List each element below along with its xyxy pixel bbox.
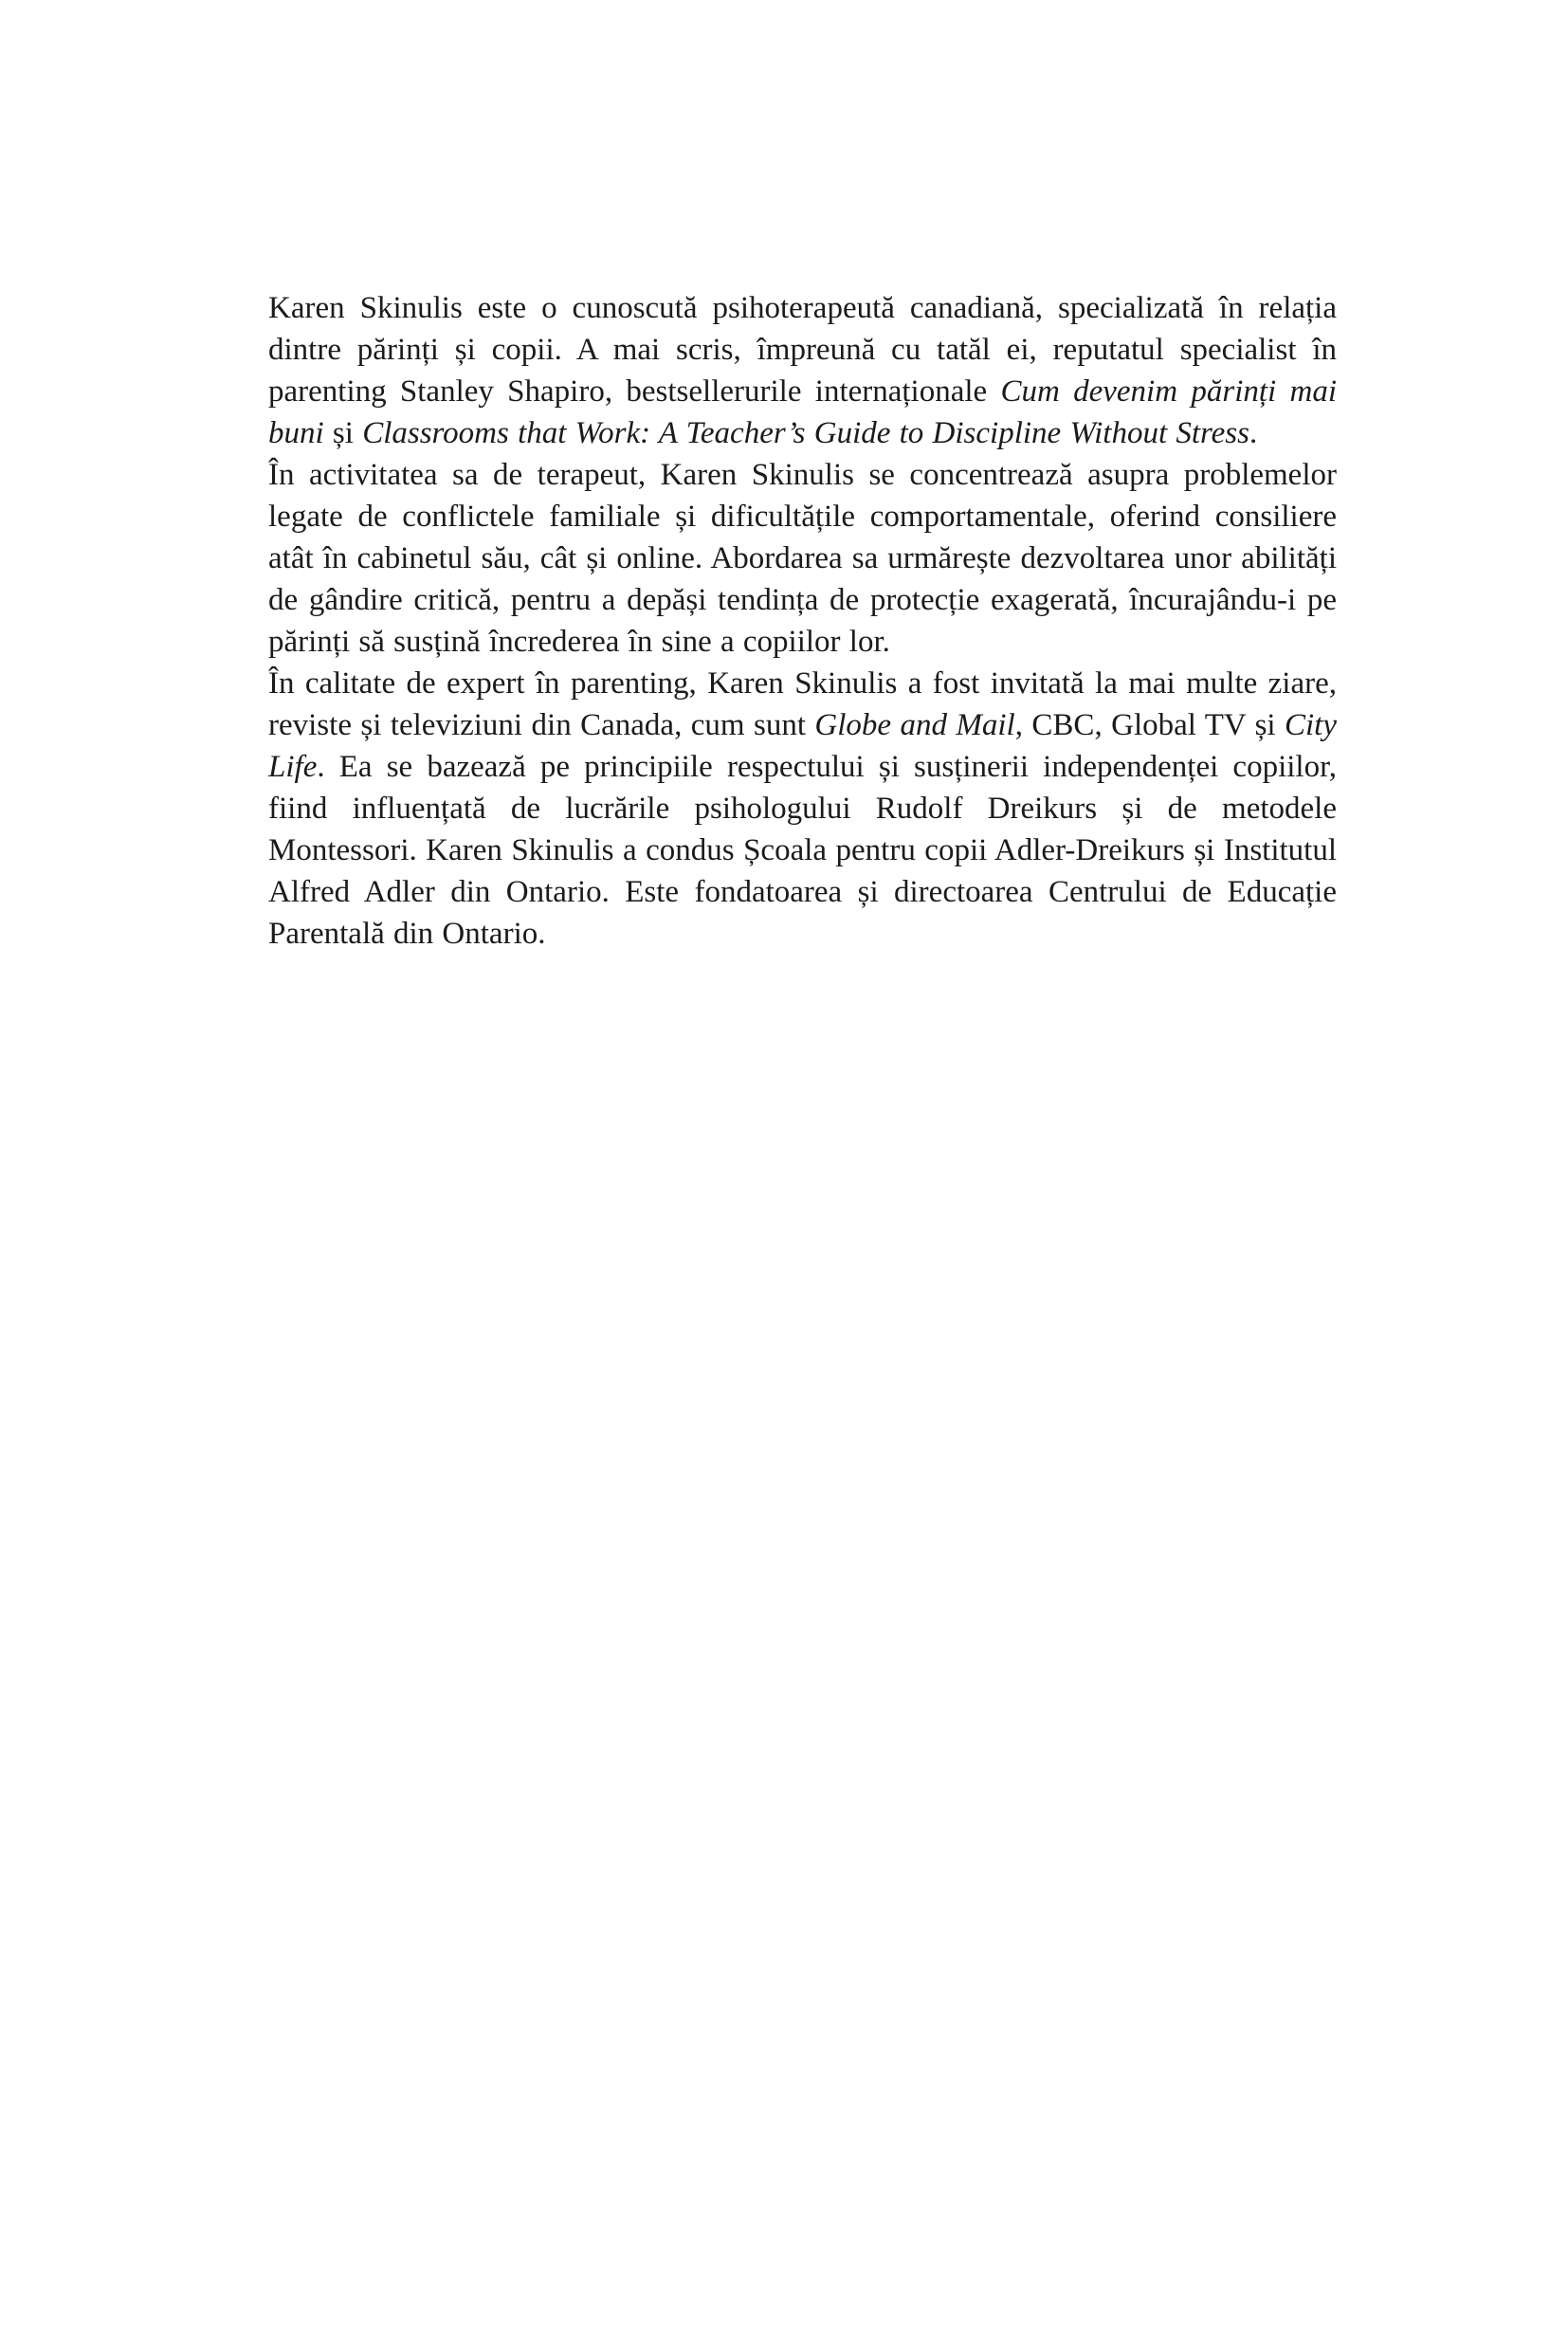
text-run: și — [323, 416, 363, 450]
author-bio-text-block — [268, 287, 1337, 955]
bio-paragraph — [268, 663, 1337, 955]
text-run: În calitate de expert în parenting, Karen Skinulis a fost invitată la mai multe ziare, reviste și televiziuni din Canada, cum sunt — [268, 666, 1337, 742]
text-run: . — [1249, 416, 1258, 450]
text-run: Karen Skinulis este o cunoscută psihoterapeută canadiană, specializată în relația dintre părinți și copii. A mai scris, împreună cu tatăl ei, reputatul specialist în parenting Stanley Shapiro, bestsellerurile internaționale — [268, 291, 1337, 409]
publication-title-italic: Cum devenim părinți mai buni — [268, 374, 1337, 450]
publication-title-italic: City Life — [268, 708, 1337, 784]
text-run: În activitatea sa de terapeut, Karen Skinulis se concentrează asupra problemelor legate de conflictele familiale și dificultățile comportamentale, oferind consiliere atât în cabinetul său, cât și online. Abordarea sa urmărește dezvoltarea unor abilități de gândire critică, pentru a depăși tendința de protecție exagerată, încurajându-i pe părinți să susțină încrederea în sine a copiilor lor. — [268, 458, 1337, 659]
publication-title-italic: Globe and Mail — [814, 708, 1015, 742]
bio-paragraph — [268, 287, 1337, 454]
publication-title-italic: Classrooms that Work: A Teacher’s Guide to Discipline Without Stress — [362, 416, 1249, 450]
text-run: , CBC, Global TV și — [1014, 708, 1285, 742]
text-run: . Ea se bazează pe principiile respectului și susținerii independenței copiilor, fiind influențată de lucrările psihologului Rudolf Dreikurs și de metodele Montessori. Karen Skinulis a condus Școala pentru copii Adler-Dreikurs și Institutul Alfred Adler din Ontario. Este fondatoarea și directoarea Centrului de Educație Parentală din Ontario. — [268, 750, 1337, 951]
bio-paragraph — [268, 454, 1337, 663]
